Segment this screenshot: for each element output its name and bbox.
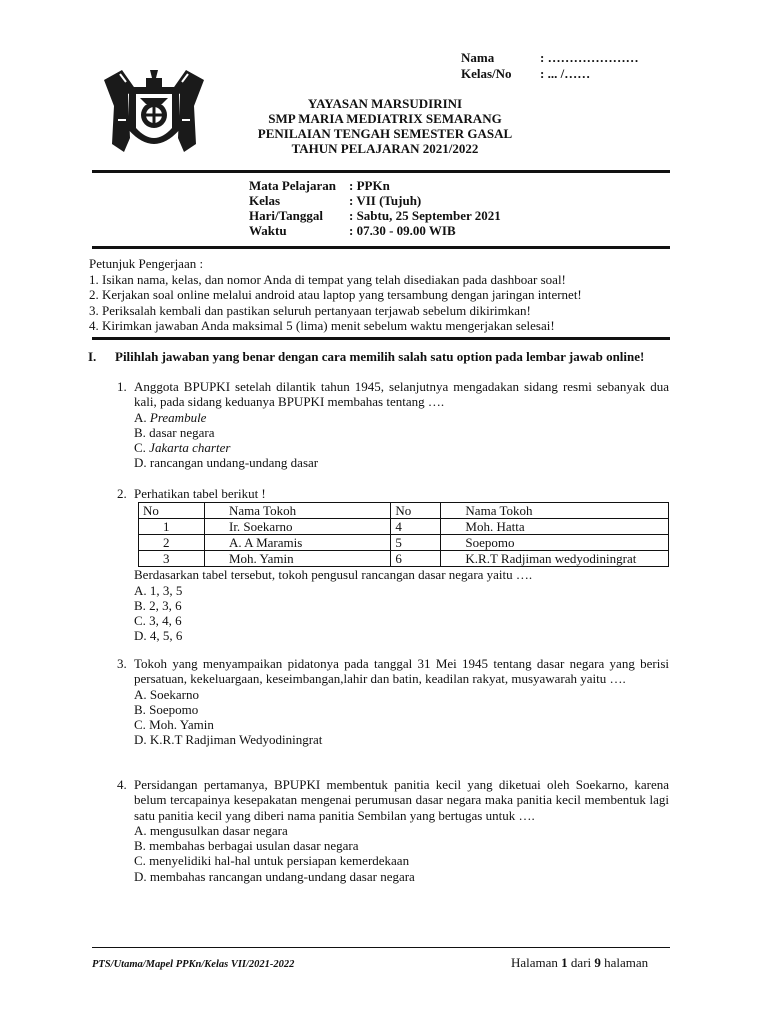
document-header bbox=[220, 96, 550, 156]
option-letter: A. bbox=[134, 409, 147, 425]
subject-info bbox=[249, 178, 501, 238]
option-a bbox=[134, 410, 669, 425]
option-text: membahas berbagai usulan dasar negara bbox=[149, 838, 359, 854]
option-letter: C. bbox=[134, 853, 146, 869]
table-cell: 2 bbox=[139, 535, 205, 551]
question-text: Tokoh yang menyampaikan pidatonya pada tanggal 31 Mei 1945 tentang dasar negara yang berisi persatuan, kekeluargaan, keseimbangan,lahir dan batin, keadilan rakyat, musyawarah yaitu …. bbox=[134, 656, 669, 687]
question-options bbox=[134, 410, 669, 471]
question-followup: Berdasarkan tabel tersebut, tokoh pengusul rancangan dasar negara yaitu …. bbox=[134, 567, 533, 583]
question-2 bbox=[117, 486, 669, 644]
option-text: Moh. Yamin bbox=[149, 717, 214, 733]
option-text: menyelidiki hal-hal untuk persiapan kemerdekaan bbox=[149, 853, 410, 869]
option-c bbox=[134, 853, 669, 868]
question-number: 2. bbox=[117, 486, 127, 501]
section-text: Pilihlah jawaban yang benar dengan cara memilih salah satu option pada lembar jawab online! bbox=[115, 349, 645, 364]
question-options bbox=[134, 583, 669, 644]
table-cell: Moh. Yamin bbox=[204, 551, 390, 567]
table-row bbox=[139, 535, 669, 551]
question-3 bbox=[117, 656, 669, 748]
table-cell: 3 bbox=[139, 551, 205, 567]
foundation-name: YAYASAN MARSUDIRINI bbox=[307, 96, 463, 111]
option-text: membahas rancangan undang-undang dasar negara bbox=[149, 868, 415, 884]
option-letter: A. bbox=[134, 582, 147, 598]
table-header: Nama Tokoh bbox=[441, 503, 669, 519]
info-value: : Sabtu, 25 September 2021 bbox=[349, 208, 501, 223]
table-header: Nama Tokoh bbox=[204, 503, 390, 519]
option-letter: B. bbox=[134, 424, 146, 440]
option-letter: D. bbox=[134, 868, 147, 884]
footer-divider bbox=[92, 947, 670, 948]
option-text: Soekarno bbox=[149, 686, 199, 702]
option-a bbox=[134, 823, 669, 838]
page-prefix: Halaman bbox=[511, 955, 562, 970]
page-mid: dari bbox=[567, 955, 595, 970]
question-number: 4. bbox=[117, 777, 127, 792]
table-cell: 6 bbox=[391, 551, 441, 567]
school-name: SMP MARIA MEDIATRIX SEMARANG bbox=[268, 111, 502, 126]
exam-title: PENILAIAN TENGAH SEMESTER GASAL bbox=[257, 126, 513, 141]
option-letter: B. bbox=[134, 838, 146, 854]
question-options bbox=[134, 687, 669, 748]
option-letter: A. bbox=[134, 822, 147, 838]
info-value: : PPKn bbox=[349, 178, 390, 193]
academic-year: TAHUN PELAJARAN 2021/2022 bbox=[291, 141, 479, 156]
table-cell: A. A Maramis bbox=[204, 535, 390, 551]
option-c bbox=[134, 440, 669, 455]
page-indicator bbox=[511, 955, 648, 970]
table-header: No bbox=[391, 503, 441, 519]
student-identity bbox=[461, 50, 639, 82]
table-cell: K.R.T Radjiman wedyodiningrat bbox=[441, 551, 669, 567]
section-number: I. bbox=[88, 349, 97, 364]
option-text: 1, 3, 5 bbox=[149, 582, 183, 598]
info-value: : VII (Tujuh) bbox=[349, 193, 422, 208]
question-text: Perhatikan tabel berikut ! bbox=[134, 486, 266, 501]
instructions-divider bbox=[92, 337, 670, 340]
table-header-row bbox=[139, 503, 669, 519]
option-text: rancangan undang-undang dasar bbox=[149, 455, 319, 471]
info-label: Waktu bbox=[249, 223, 287, 238]
instruction-item: 1. Isikan nama, kelas, dan nomor Anda di tempat yang telah disediakan pada dashboar soal! bbox=[89, 271, 566, 287]
option-d bbox=[134, 628, 669, 643]
option-letter: B. bbox=[134, 597, 146, 613]
instruction-item: 2. Kerjakan soal online melalui android atau laptop yang tersambung dengan jaringan internet! bbox=[89, 287, 582, 303]
tokoh-table bbox=[138, 502, 669, 567]
option-b bbox=[134, 425, 669, 440]
option-b bbox=[134, 598, 669, 613]
option-b bbox=[134, 702, 669, 717]
question-number: 3. bbox=[117, 656, 127, 671]
name-value: : ………………… bbox=[540, 50, 639, 65]
option-letter: D. bbox=[134, 455, 147, 471]
class-value: : ... /…… bbox=[540, 66, 591, 81]
footer-document-code: PTS/Utama/Mapel PPKn/Kelas VII/2021-2022 bbox=[92, 959, 295, 970]
table-cell: Moh. Hatta bbox=[441, 519, 669, 535]
option-letter: C. bbox=[134, 440, 146, 456]
class-label: Kelas/No bbox=[461, 66, 512, 81]
option-d bbox=[134, 455, 669, 470]
table-cell: 5 bbox=[391, 535, 441, 551]
option-text: 2, 3, 6 bbox=[149, 597, 182, 613]
option-c bbox=[134, 717, 669, 732]
option-letter: D. bbox=[134, 732, 147, 748]
table-cell: Ir. Soekarno bbox=[204, 519, 390, 535]
option-text: dasar negara bbox=[149, 424, 215, 440]
table-row bbox=[139, 519, 669, 535]
table-header: No bbox=[139, 503, 205, 519]
instruction-item: 3. Periksalah kembali dan pastikan seluruh pertanyaan terjawab sebelum dikirimkan! bbox=[89, 302, 531, 318]
instructions-title: Petunjuk Pengerjaan : bbox=[89, 256, 204, 271]
option-letter: D. bbox=[134, 628, 147, 644]
page-suffix: halaman bbox=[600, 955, 649, 970]
header-divider bbox=[92, 170, 670, 173]
table-cell: Soepomo bbox=[441, 535, 669, 551]
question-text: Anggota BPUPKI setelah dilantik tahun 1945, selanjutnya mengadakan sidang resmi sebanyak dua kali, pada sidang keduanya BPUPKI membahas tentang …. bbox=[134, 379, 669, 410]
info-label: Kelas bbox=[249, 193, 281, 208]
option-a bbox=[134, 583, 669, 598]
page-total: 9 bbox=[594, 955, 601, 970]
table-cell: 1 bbox=[139, 519, 205, 535]
instruction-item: 4. Kirimkan jawaban Anda maksimal 5 (lima) menit sebelum waktu mengerjakan selesai! bbox=[89, 318, 555, 334]
option-text: K.R.T Radjiman Wedyodiningrat bbox=[149, 732, 323, 748]
school-crest-logo bbox=[100, 60, 208, 160]
option-letter: A. bbox=[134, 686, 147, 702]
info-label: Mata Pelajaran bbox=[249, 178, 337, 193]
option-letter: B. bbox=[134, 701, 146, 717]
table-row bbox=[139, 551, 669, 567]
option-a bbox=[134, 687, 669, 702]
option-letter: C. bbox=[134, 717, 146, 733]
question-number: 1. bbox=[117, 379, 127, 394]
option-d bbox=[134, 869, 669, 884]
option-b bbox=[134, 838, 669, 853]
option-text: Soepomo bbox=[149, 701, 199, 717]
option-d bbox=[134, 732, 669, 747]
option-text: mengusulkan dasar negara bbox=[149, 822, 288, 838]
table-cell: 4 bbox=[391, 519, 441, 535]
question-text: Persidangan pertamanya, BPUPKI membentuk panitia kecil yang diketuai oleh Soekarno, karena belum tercapainya kesepakatan mengenai perumusan dasar negara maka panitia kecil membentuk lagi satu panitia kecil yang diberi nama panitia Sembilan yang bertugas untuk …. bbox=[134, 777, 669, 823]
option-text: 4, 5, 6 bbox=[149, 628, 183, 644]
page-current: 1 bbox=[561, 955, 568, 970]
info-label: Hari/Tanggal bbox=[249, 208, 323, 223]
option-text: 3, 4, 6 bbox=[149, 613, 182, 629]
question-options bbox=[134, 823, 669, 884]
section-heading bbox=[88, 349, 670, 364]
name-label: Nama bbox=[461, 50, 495, 65]
instructions bbox=[89, 256, 679, 334]
option-text: Preambule bbox=[149, 409, 207, 425]
question-1 bbox=[117, 379, 669, 471]
option-text: Jakarta charter bbox=[149, 440, 231, 456]
info-value: : 07.30 - 09.00 WIB bbox=[349, 223, 456, 238]
info-divider bbox=[92, 246, 670, 249]
option-letter: C. bbox=[134, 613, 146, 629]
question-4 bbox=[117, 777, 669, 884]
option-c bbox=[134, 613, 669, 628]
